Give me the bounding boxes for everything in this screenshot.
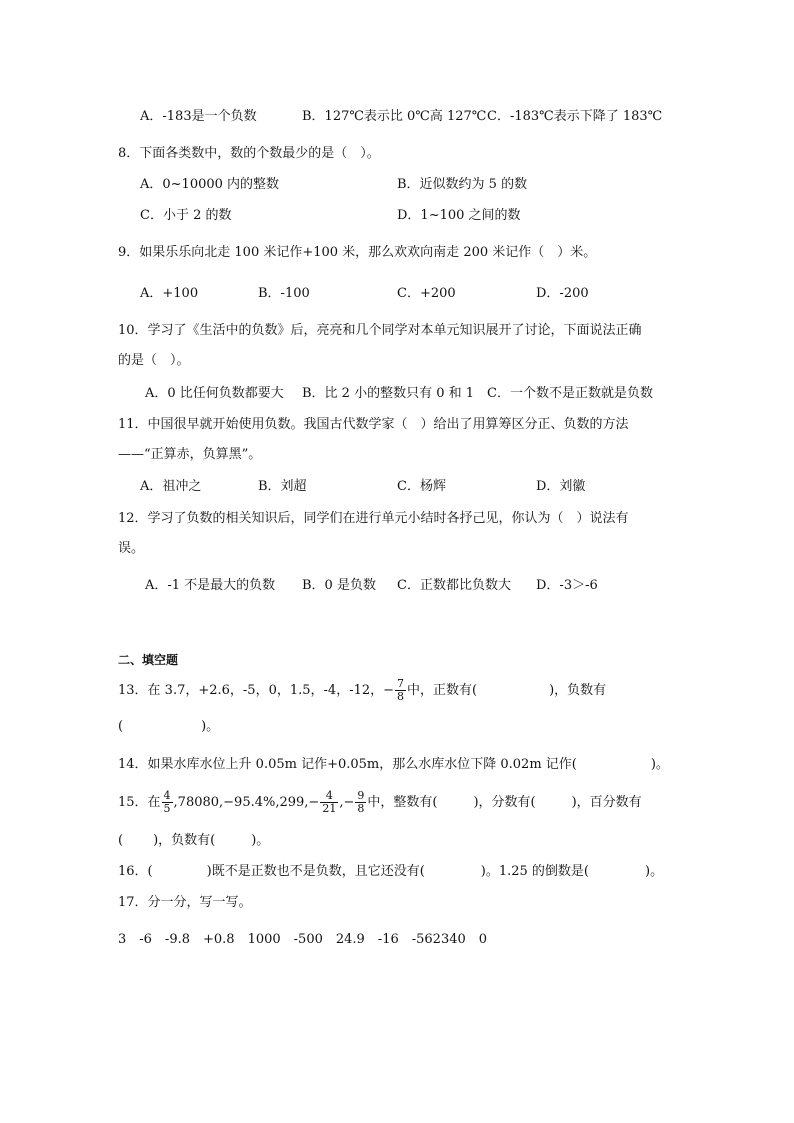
q13-fraction: [395, 678, 406, 703]
q17-stem: 17．分一分，写一写。: [118, 895, 252, 910]
q16-open: 16．(: [118, 864, 153, 879]
q8-option-b: B．近似数约为 5 的数: [397, 177, 528, 192]
q11-option-b: B．刘超: [258, 479, 307, 494]
q11-option-c: C．杨辉: [397, 479, 446, 494]
q10-option-b: B．比 2 小的整数只有 0 和 1: [302, 386, 475, 401]
q13-middle: 中，正数有(: [407, 683, 478, 698]
q15-line2-mid: )，负数有(: [153, 833, 216, 848]
q14-line: [118, 756, 669, 774]
q10-stem-line1: 10．学习了《生活中的负数》后，亮亮和几个同学对本单元知识展开了讨论，下面说法正确: [118, 323, 642, 338]
q8-stem: 8．下面各类数中，数的个数最少的是（ ）。: [118, 146, 380, 161]
q9-stem: 9．如果乐乐向北走 100 米记作+100 米，那么欢欢向南走 200 米记作（ ）米。: [118, 245, 597, 260]
q15-line2-close: )。: [251, 833, 270, 848]
q7-option-a: A．-183是一个负数: [140, 109, 257, 124]
q15-prefix: 15．在: [118, 795, 161, 810]
q12-option-b: B．0 是负数: [302, 578, 376, 593]
q15-c2: )，百分数有: [571, 795, 642, 810]
q7-option-c: C．-183℃表示下降了 183℃: [487, 109, 663, 124]
q8-option-c: C．小于 2 的数: [140, 208, 232, 223]
q17-number-list: 3 -6 -9.8 +0.8 1000 -500 24.9 -16 -562340 0: [118, 932, 488, 947]
q15-fraction-1-denominator: 5: [163, 802, 171, 815]
q15-c1: )，分数有(: [473, 795, 536, 810]
q9-option-d: D．-200: [536, 286, 589, 301]
q15-mid3: 中，整数有(: [367, 795, 438, 810]
q12-option-d: D．-3＞-6: [536, 578, 598, 593]
q11-option-a: A．祖冲之: [140, 479, 202, 494]
q13-blank1-close: )，负数有: [549, 683, 607, 698]
q13-line2[interactable]: ( )。: [118, 719, 220, 734]
q8-option-d: D．1~100 之间的数: [397, 208, 521, 223]
q15-fraction-2-numerator: 4: [320, 790, 338, 803]
q7-option-b: B．127℃表示比 0℃高 127℃: [302, 109, 487, 124]
q16-mid1: )既不是正数也不是负数，且它还没有(: [206, 864, 425, 879]
q11-option-d: D．刘徽: [536, 479, 586, 494]
q15-fraction-2-denominator: 21: [322, 802, 337, 815]
q12-option-c: C．正数都比负数大: [397, 578, 511, 593]
q15-fraction-1: [162, 790, 173, 815]
q16-close: )。: [645, 864, 664, 879]
q13-fraction-sign: −: [383, 683, 395, 698]
q8-option-a: A．0~10000 内的整数: [140, 177, 280, 192]
q13-prefix: 13．在 3.7，+2.6，-5，0，1.5，-4，-12，: [118, 683, 384, 698]
q14-close: )。: [650, 757, 669, 772]
q10-option-a: A．0 比任何负数都要大: [145, 386, 284, 401]
q15-fraction-3-numerator: 9: [357, 789, 365, 802]
q14-text: 14．如果水库水位上升 0.05m 记作+0.05m，那么水库水位下降 0.02m 记作(: [118, 757, 577, 772]
q9-option-a: A．+100: [140, 286, 199, 301]
q13-fraction-denominator: 8: [397, 690, 405, 703]
q10-option-c: C．一个数不是正数就是负数: [487, 386, 653, 401]
q13-line1: [118, 676, 606, 706]
q12-stem-line2: 误。: [118, 541, 145, 556]
q16-mid2: )。1.25 的倒数是(: [480, 864, 590, 879]
q15-line2-open: (: [118, 833, 124, 848]
q9-option-c: C．+200: [397, 286, 456, 301]
q15-line1: [118, 787, 642, 819]
q15-line2: [118, 832, 269, 850]
q10-stem-line2: 的是（ ）。: [118, 353, 190, 368]
section-title-fill-in: 二、填空题: [118, 653, 179, 667]
q15-mid2: ,−: [339, 795, 355, 810]
q15-fraction-3: [355, 790, 366, 815]
q12-option-a: A．-1 不是最大的负数: [145, 578, 276, 593]
q12-stem-line1: 12．学习了负数的相关知识后，同学们在进行单元小结时各抒己见，你认为（ ）说法有: [118, 511, 629, 526]
q11-stem-line2: ——“正算赤，负算黑”。: [118, 447, 262, 462]
q11-stem-line1: 11．中国很早就开始使用负数。我国古代数学家（ ）给出了用算筹区分正、负数的方法: [118, 417, 629, 432]
q15-fraction-1-numerator: 4: [163, 789, 171, 802]
q15-fraction-3-denominator: 8: [357, 802, 365, 815]
q13-fraction-numerator: 7: [397, 677, 405, 690]
q9-option-b: B．-100: [258, 286, 310, 301]
q15-fraction-2: [320, 790, 338, 815]
q15-mid1: ,78080,−95.4%,299,−: [173, 795, 320, 810]
q16-line: [118, 863, 663, 881]
